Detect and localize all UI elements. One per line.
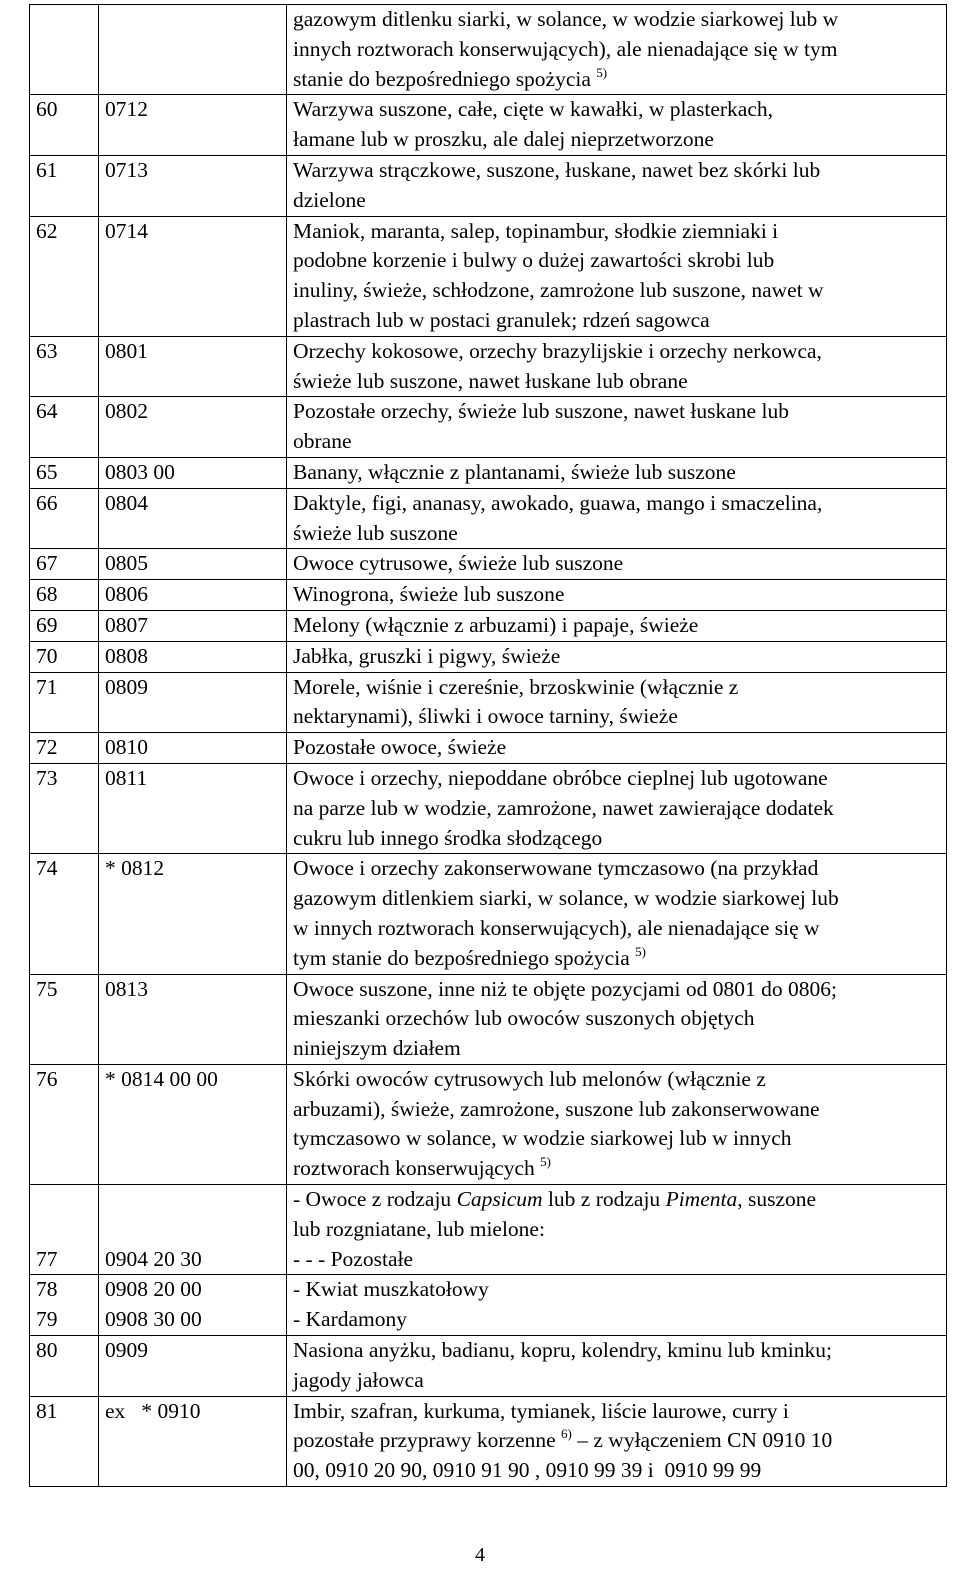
description-line: inuliny, świeże, schłodzone, zamrożone lub suszone, nawet w — [293, 278, 824, 303]
row-description — [287, 1064, 947, 1184]
table-row — [30, 672, 947, 733]
row-number: 60 — [30, 95, 99, 156]
description-line: Daktyle, figi, ananasy, awokado, guawa, mango i smaczelina, — [293, 490, 823, 515]
description-line: stanie do bezpośredniego spożycia $^{5)}$ — [293, 64, 608, 91]
table-body — [30, 5, 947, 1487]
description-line: łamane lub w proszku, ale dalej nieprzetworzone — [293, 127, 714, 152]
row-code: 0808 — [99, 641, 287, 672]
row-code: 0713 — [99, 155, 287, 216]
row-description — [287, 763, 947, 853]
row-number: 63 — [30, 336, 99, 397]
table-row — [30, 763, 947, 853]
row-code: 0714 — [99, 216, 287, 336]
table-row — [30, 733, 947, 764]
description-line: obrane — [293, 429, 352, 454]
row-description — [287, 488, 947, 549]
row-code — [99, 5, 287, 95]
table-row — [30, 216, 947, 336]
description-line: Morele, wiśnie i czereśnie, brzoskwinie (włącznie z — [293, 674, 739, 699]
row-number: 61 — [30, 155, 99, 216]
description-line: nektarynami), śliwki i owoce tarniny, świeże — [293, 704, 678, 729]
row-description — [287, 95, 947, 156]
table-row — [30, 1275, 947, 1336]
row-code: 0806 — [99, 580, 287, 611]
description-line: w innych roztworach konserwujących), ale nienadające się w — [293, 915, 820, 940]
footnote-marker: 6) — [561, 1426, 572, 1442]
row-description — [287, 457, 947, 488]
row-number: 74 — [30, 854, 99, 974]
row-code: 0811 — [99, 763, 287, 853]
row-number: 64 — [30, 397, 99, 458]
description-line: Jabłka, gruszki i pigwy, świeże — [293, 643, 561, 668]
row-code: 0712 — [99, 95, 287, 156]
page-number: 4 — [475, 1544, 485, 1566]
row-number: 67 — [30, 549, 99, 580]
row-number: 76 — [30, 1064, 99, 1184]
table-row — [30, 580, 947, 611]
description-line: na parze lub w wodzie, zamrożone, nawet zawierające dodatek — [293, 795, 834, 820]
table-row — [30, 397, 947, 458]
row-code: 0909 — [99, 1336, 287, 1397]
description-line: Owoce i orzechy zakonserwowane tymczasowo (na przykład — [293, 856, 819, 881]
row-code: 0805 — [99, 549, 287, 580]
row-number: 75 — [30, 974, 99, 1064]
table-row — [30, 1336, 947, 1397]
table-row — [30, 95, 947, 156]
description-line: plastrach lub w postaci granulek; rdzeń sagowca — [293, 307, 710, 332]
row-description — [287, 216, 947, 336]
row-description: - Kwiat muszkatołowy - Kardamony — [287, 1275, 947, 1336]
row-description — [287, 5, 947, 95]
description-line: Winogrona, świeże lub suszone — [293, 582, 565, 607]
description-line: Banany, włącznie z plantanami, świeże lub suszone — [293, 459, 736, 484]
row-code: 0908 20 00 0908 30 00 — [99, 1275, 287, 1336]
tariff-table — [29, 4, 947, 1487]
row-description — [287, 1185, 947, 1275]
row-description — [287, 641, 947, 672]
row-number: 68 — [30, 580, 99, 611]
row-description — [287, 336, 947, 397]
row-code: 0801 — [99, 336, 287, 397]
description-line: podobne korzenie i bulwy o dużej zawartości skrobi lub — [293, 248, 775, 273]
table-row — [30, 488, 947, 549]
description-line: niniejszym działem — [293, 1036, 461, 1061]
row-number: 69 — [30, 610, 99, 641]
description-line: dzielone — [293, 187, 366, 212]
description-line: Owoce i orzechy, niepoddane obróbce cieplnej lub ugotowane — [293, 765, 828, 790]
table-row — [30, 1396, 947, 1486]
row-number: 73 — [30, 763, 99, 853]
row-code: 0809 — [99, 672, 287, 733]
row-description — [287, 974, 947, 1064]
row-number — [30, 5, 99, 95]
description-line: Pozostałe owoce, świeże — [293, 735, 507, 760]
table-row — [30, 854, 947, 974]
table-row — [30, 5, 947, 95]
footnote-marker: 5) — [635, 943, 646, 959]
row-code: * 0812 — [99, 854, 287, 974]
row-code: 0904 20 30 — [99, 1185, 287, 1275]
description-line: Owoce cytrusowe, świeże lub suszone — [293, 551, 624, 576]
row-description — [287, 672, 947, 733]
row-number: 65 — [30, 457, 99, 488]
description-line: innych roztworach konserwujących), ale nienadające się w tym — [293, 36, 838, 61]
row-description — [287, 733, 947, 764]
description-line: Pozostałe orzechy, świeże lub suszone, nawet łuskane lub — [293, 399, 789, 424]
footnote-marker: 5) — [540, 1154, 551, 1170]
description-line: Warzywa suszone, całe, cięte w kawałki, w plasterkach, — [293, 97, 774, 122]
table-row — [30, 1064, 947, 1184]
description-line: mieszanki orzechów lub owoców suszonych objętych — [293, 1006, 755, 1031]
table-row — [30, 1185, 947, 1275]
row-description — [287, 397, 947, 458]
row-number: 78 79 — [30, 1275, 99, 1336]
group-heading: - Owoce z rodzaju Capsicum lub z rodzaju Pimenta, suszone — [293, 1187, 817, 1212]
row-code: 0807 — [99, 610, 287, 641]
row-number: 77 — [30, 1185, 99, 1275]
description-line: arbuzami), świeże, zamrożone, suszone lub zakonserwowane — [293, 1096, 820, 1121]
description-line: Maniok, maranta, salep, topinambur, słodkie ziemniaki i — [293, 218, 779, 243]
row-description — [287, 155, 947, 216]
description-line: Orzechy kokosowe, orzechy brazylijskie i orzechy nerkowca, — [293, 338, 822, 363]
subitem-text: - - - Pozostałe — [293, 1246, 414, 1271]
row-number: 71 — [30, 672, 99, 733]
row-description — [287, 549, 947, 580]
row-code: 0810 — [99, 733, 287, 764]
description-line: świeże lub suszone — [293, 520, 458, 545]
description-line: roztworach konserwujących $^{5)}$ — [293, 1154, 551, 1181]
table-row — [30, 155, 947, 216]
description-line: świeże lub suszone, nawet łuskane lub obrane — [293, 368, 688, 393]
row-code: ex * 0910 — [99, 1396, 287, 1486]
row-number: 80 — [30, 1336, 99, 1397]
description-line: Skórki owoców cytrusowych lub melonów (włącznie z — [293, 1066, 766, 1091]
row-description — [287, 854, 947, 974]
row-number: 70 — [30, 641, 99, 672]
description-line: gazowym ditlenku siarki, w solance, w wodzie siarkowej lub w — [293, 7, 839, 31]
row-number: 81 — [30, 1396, 99, 1486]
group-heading-line2: lub rozgniatane, lub mielone: — [293, 1216, 545, 1241]
description-line: gazowym ditlenkiem siarki, w solance, w wodzie siarkowej lub — [293, 886, 839, 911]
row-number: 72 — [30, 733, 99, 764]
description-line: Warzywa strączkowe, suszone, łuskane, nawet bez skórki lub — [293, 157, 821, 182]
row-description — [287, 580, 947, 611]
table-row — [30, 336, 947, 397]
row-number: 66 — [30, 488, 99, 549]
table-row — [30, 974, 947, 1064]
row-code: * 0814 00 00 — [99, 1064, 287, 1184]
footnote-marker: 5) — [596, 64, 608, 80]
description-line: Melony (włącznie z arbuzami) i papaje, świeże — [293, 612, 699, 637]
description-line: Owoce suszone, inne niż te objęte pozycjami od 0801 do 0806; — [293, 976, 837, 1001]
table-row — [30, 549, 947, 580]
description-line: tymczasowo w solance, w wodzie siarkowej lub w innych — [293, 1126, 792, 1151]
row-code: 0804 — [99, 488, 287, 549]
description-line: tym stanie do bezpośredniego spożycia $^{5)}$ — [293, 943, 646, 970]
table-row — [30, 610, 947, 641]
row-code: 0813 — [99, 974, 287, 1064]
row-description — [287, 610, 947, 641]
table-row — [30, 641, 947, 672]
description-line: cukru lub innego środka słodzącego — [293, 825, 603, 850]
table-row — [30, 457, 947, 488]
row-description: Nasiona anyżku, badianu, kopru, kolendry, kminu lub kminku; jagody jałowca — [287, 1336, 947, 1397]
row-number: 62 — [30, 216, 99, 336]
row-description: Imbir, szafran, kurkuma, tymianek, liście laurowe, curry i pozostałe przyprawy korzenne $^{6)}$ – z wyłączeniem CN 0910 10 00, 0910 20 90, 0910 91 90 , 0910 99 39 i 0910 99 99 — [287, 1396, 947, 1486]
row-code: 0803 00 — [99, 457, 287, 488]
row-code: 0802 — [99, 397, 287, 458]
